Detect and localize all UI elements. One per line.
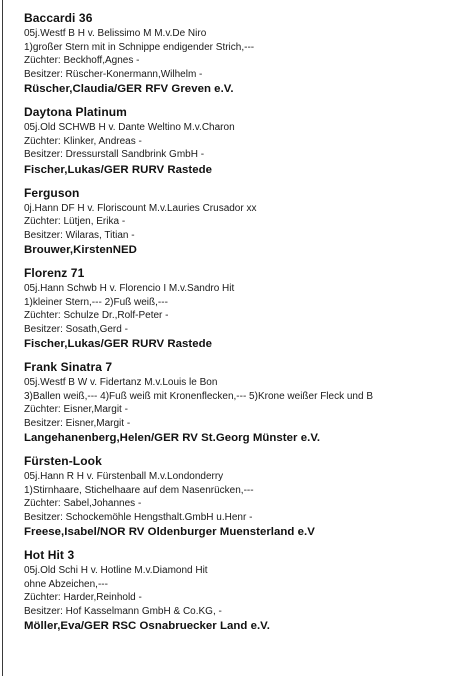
entry-hot-hit-3	[24, 547, 452, 634]
horse-pedigree: 05j.Westf B W v. Fidertanz M.v.Louis le Bon	[24, 377, 218, 388]
horse-pedigree: 05j.Westf B H v. Belissimo M M.v.De Niro	[24, 28, 207, 39]
horse-breeder: Züchter: Klinker, Andreas -	[24, 135, 142, 147]
rider-name: Rüscher,Claudia/GER RFV Greven e.V.	[24, 83, 234, 95]
horse-owner: Besitzer: Hof Kasselmann GmbH & Co.KG, -	[24, 605, 222, 617]
horse-markings: 1)Stirnhaare, Stichelhaare auf dem Nasenrücken,---	[24, 484, 254, 496]
horse-markings: 3)Ballen weiß,--- 4)Fuß weiß mit Kronenflecken,--- 5)Krone weißer Fleck und B	[24, 390, 373, 402]
horse-name: Baccardi 36	[24, 11, 93, 25]
horse-pedigree: 05j.Hann Schwb H v. Florencio I M.v.Sandro Hit	[24, 283, 235, 294]
entry-baccardi-36	[24, 10, 452, 97]
horse-markings: 1)kleiner Stern,--- 2)Fuß weiß,---	[24, 296, 168, 308]
page-edge-line	[2, 0, 3, 676]
horse-name: Frank Sinatra 7	[24, 360, 113, 374]
horse-breeder: Züchter: Sabel,Johannes -	[24, 498, 142, 509]
horse-owner: Besitzer: Sosath,Gerd -	[24, 323, 128, 335]
horse-breeder: Züchter: Lütjen, Erika -	[24, 216, 126, 227]
entry-fuersten-look	[24, 453, 452, 540]
rider-name: Langehanenberg,Helen/GER RV St.Georg Münster e.V.	[24, 432, 321, 444]
horse-markings: ohne Abzeichen,---	[24, 578, 108, 590]
horse-owner: Besitzer: Rüscher-Konermann,Wilhelm -	[24, 68, 203, 80]
horse-breeder: Züchter: Eisner,Margit -	[24, 404, 128, 415]
rider-name: Fischer,Lukas/GER RURV Rastede	[24, 338, 213, 350]
rider-name: Freese,Isabel/NOR RV Oldenburger Muensterland e.V	[24, 526, 315, 538]
horse-pedigree: 05j.Old SCHWB H v. Dante Weltino M.v.Charon	[24, 122, 235, 133]
horse-pedigree: 05j.Old Schi H v. Hotline M.v.Diamond Hit	[24, 565, 208, 576]
horse-breeder: Züchter: Schulze Dr.,Rolf-Peter -	[24, 310, 169, 321]
horse-pedigree: 05j.Hann R H v. Fürstenball M.v.Londonderry	[24, 471, 224, 482]
horse-owner: Besitzer: Dressurstall Sandbrink GmbH -	[24, 149, 205, 160]
entry-ferguson	[24, 185, 452, 259]
horse-owner: Besitzer: Schockemöhle Hengsthalt.GmbH u.Henr -	[24, 511, 253, 523]
horse-name: Florenz 71	[24, 266, 85, 280]
entry-frank-sinatra-7	[24, 359, 452, 446]
horse-breeder: Züchter: Harder,Reinhold -	[24, 592, 142, 603]
horse-name: Daytona Platinum	[24, 105, 127, 119]
horse-name: Ferguson	[24, 185, 80, 200]
rider-name: Möller,Eva/GER RSC Osnabruecker Land e.V.	[24, 620, 270, 632]
rider-name: Fischer,Lukas/GER RURV Rastede	[24, 163, 213, 176]
entry-daytona-platinum	[24, 104, 452, 178]
horse-name: Hot Hit 3	[24, 548, 75, 562]
horse-markings: 1)großer Stern mit in Schnippe endigender Strich,---	[24, 41, 255, 53]
entry-florenz-71	[24, 265, 452, 352]
horse-pedigree: 0j.Hann DF H v. Floriscount M.v.Lauries Crusador xx	[24, 202, 257, 214]
horse-owner: Besitzer: Eisner,Margit -	[24, 417, 131, 429]
horse-name: Fürsten-Look	[24, 454, 102, 468]
horse-owner: Besitzer: Wilaras, Titian -	[24, 229, 135, 241]
entry-list	[24, 10, 452, 641]
horse-breeder: Züchter: Beckhoff,Agnes -	[24, 55, 140, 66]
rider-name: Brouwer,KirstenNED	[24, 244, 137, 256]
